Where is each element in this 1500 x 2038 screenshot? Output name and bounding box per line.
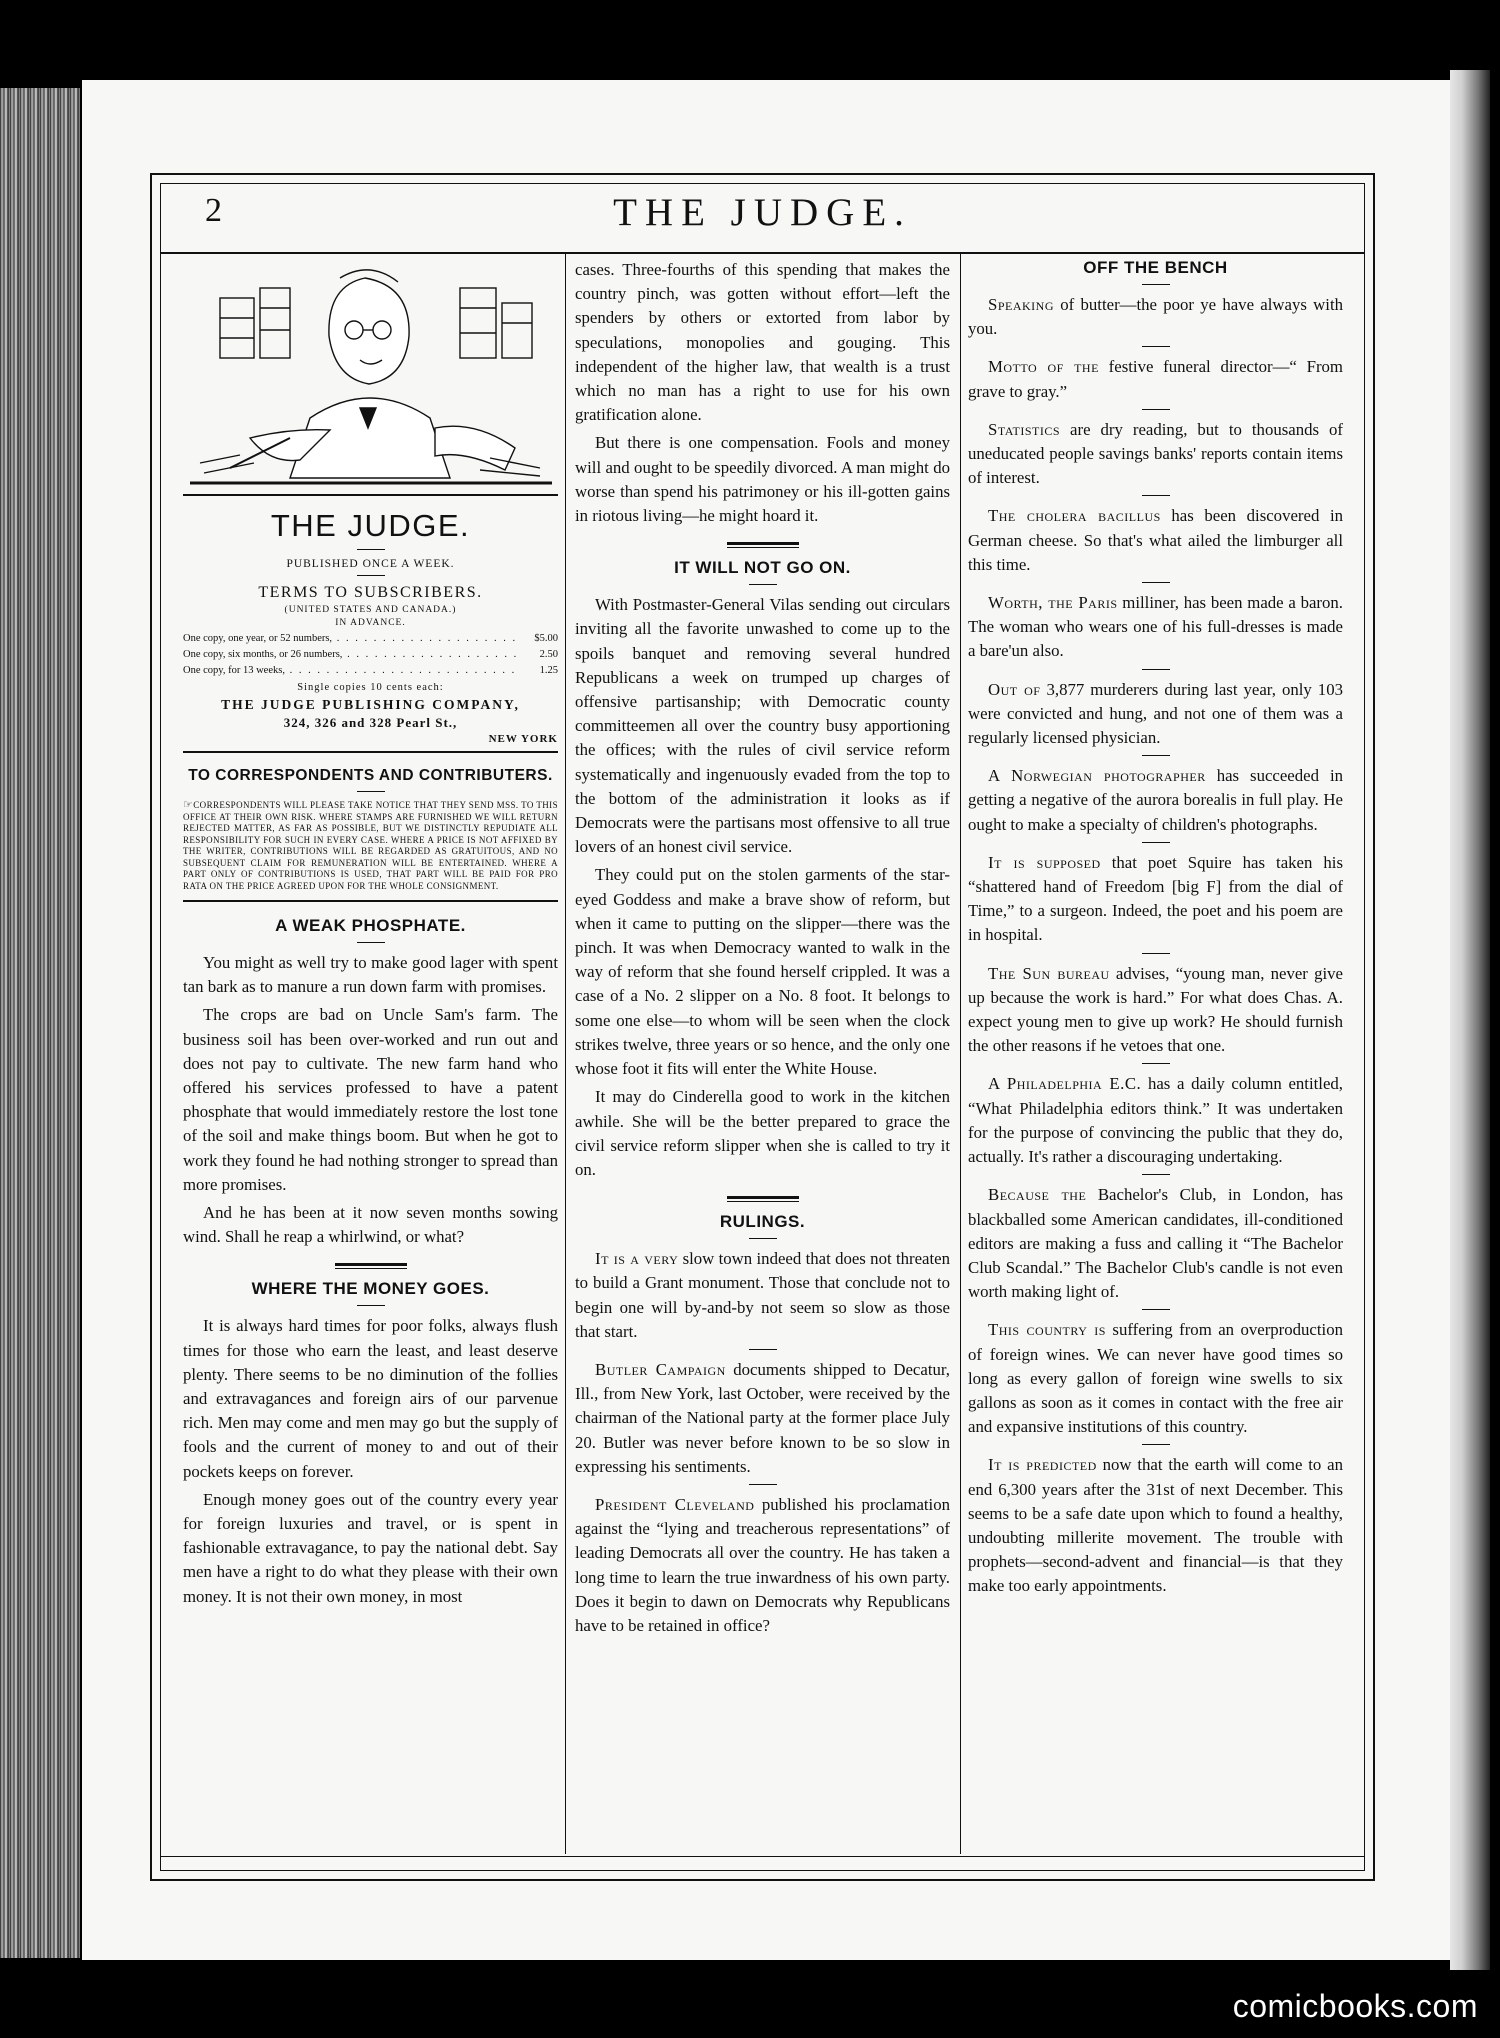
bench-lead: Worth, the Paris <box>988 593 1118 613</box>
bench-item <box>968 678 1343 751</box>
watermark: comicbooks.com <box>1232 1988 1478 2024</box>
publisher-city: NEW YORK <box>488 733 558 745</box>
bench-lead: A Philadelphia E.C. <box>988 1074 1142 1094</box>
dash-rule <box>1142 409 1170 410</box>
dash-rule <box>357 549 385 550</box>
bench-lead: It is predicted <box>988 1455 1097 1475</box>
rate-row <box>183 647 558 663</box>
ruling-item <box>575 1493 950 1638</box>
dash-rule <box>1142 953 1170 954</box>
bench-item <box>968 851 1343 948</box>
publisher-address: 324, 326 and 328 Pearl St., <box>283 715 458 730</box>
article-heading-money: WHERE THE MONEY GOES. <box>251 1279 490 1299</box>
section-divider <box>727 542 799 548</box>
article-paragraph: But there is one compensation. Fools and money will and ought to be speedily divorced. A man might do worse than spend his patrimoney or his ill-gotten gains in riotous living—he might hoard it. <box>575 433 950 526</box>
column-right <box>968 258 1343 1603</box>
bench-lead: Statistics <box>988 419 1061 439</box>
correspondents-notice <box>183 800 558 892</box>
bench-item <box>968 355 1343 403</box>
judge-title: THE JUDGE. <box>270 508 471 543</box>
dash-rule <box>1142 1309 1170 1310</box>
dash-rule <box>1142 669 1170 670</box>
bench-text: milliner, has been made a baron. The woman who wears one of his full-dresses is made a bare'un also. <box>968 593 1343 661</box>
article-paragraph: And he has been at it now seven months sowing wind. Shall he reap a whirlwind, or what? <box>183 1203 558 1247</box>
article-paragraph: It may do Cinderella good to work in the kitchen awhile. She will be the better prepared to grace the civil service reform slipper when she is called to try it on. <box>575 1087 950 1179</box>
column-rule-2 <box>960 254 961 1854</box>
correspondents-text: CORRESPONDENTS WILL PLEASE TAKE NOTICE THAT THEY SEND MSS. TO THIS OFFICE AT THEIR OWN RISK. WHERE STAMPS ARE FURNISHED WE WILL RETURN REJECTED MATTER, AS FAR AS POSSIBLE, BUT WE DISTINCTLY REPUDIATE ALL RESPONSIBILITY FOR SUCH IN EVERY CASE. WHERE A PRICE IS NOT AFFIXED BY THE WRITER, CONTRIBUTIONS WILL BE REGARDED AS GRATUITOUS, AND NO SUBSEQUENT CLAIM FOR REMUNERATION WILL BE ENTERTAINED. WHERE A PART ONLY OF CONTRIBUTIONS IS USED, THAT PART WILL BE PAID FOR PRO RATA ON THE PRICE AGREED UPON FOR THE WHOLE CONSIGNMENT. <box>183 800 558 891</box>
bench-text: advises, “young man, never give up because the work is hard.” For what does Chas. A. expect young men to give up work? He should furnish the other reasons if he vetoes that one. <box>968 963 1343 1056</box>
bench-lead: It is supposed <box>988 852 1101 872</box>
dash-rule <box>749 584 777 585</box>
dash-rule <box>1142 1444 1170 1445</box>
territory-note: (UNITED STATES AND CANADA.) <box>284 605 457 615</box>
bench-text: suffering from an overproduction of foreign wines. We can never have good times so long as every gallon of foreign wine swells to six gallons as soon as it comes in contact with the free air and expansive institutions of this country. <box>968 1320 1343 1437</box>
bench-text: festive funeral director—“ From grave to gray.” <box>968 357 1343 401</box>
article-heading-not-go-on: IT WILL NOT GO ON. <box>674 558 851 578</box>
ruling-text: slow town indeed that does not threaten to build a Grant monument. Those that conclude not to begin one will by-and-by not seem so slow as those that start. <box>575 1249 950 1341</box>
article-heading-off-the-bench: OFF THE BENCH <box>1083 258 1228 277</box>
publication-frequency: PUBLISHED ONCE A WEEK. <box>286 558 455 570</box>
article-paragraph: Enough money goes out of the country every year for foreign luxuries and travel, or is spent in fashionable extravagance, to pay the national debt. Say men have a right to do what they please with their own money. It is not their own money, in most <box>183 1489 558 1606</box>
bench-lead: This country is <box>988 1320 1106 1340</box>
pointing-hand-icon: ☞ <box>183 799 194 811</box>
article-paragraph: They could put on the stolen garments of the star-eyed Goddess and make a brave show of reform, but when it came to putting on the slipper—there was the pinch. It was when Democracy wanted to walk in the way of reform that she found herself crippled. It was a case of a No. 2 slipper on a No. 8 foot. It belongs to some one else—to whom will be seen when the clock strikes twelve, three years or so hence, and the only one whose foot it fits will enter the White House. <box>575 865 950 1079</box>
article-heading-rulings: RULINGS. <box>719 1212 806 1232</box>
article-heading-weak-phosphate: A WEAK PHOSPHATE. <box>275 916 466 935</box>
bench-item <box>968 591 1343 664</box>
publisher-name: THE JUDGE PUBLISHING COMPANY, <box>221 697 520 712</box>
dash-rule <box>1142 1174 1170 1175</box>
bench-text: of butter—the poor ye have always with you. <box>968 295 1343 339</box>
dash-rule <box>1142 495 1170 496</box>
ruling-text: documents shipped to Decatur, Ill., from New York, last October, were received by the chairman of the National party at the former place July 20. Butler was never before known to be so slow in expressing his sentiments. <box>575 1359 950 1476</box>
column-rule-1 <box>565 254 566 1854</box>
dash-rule <box>357 791 385 792</box>
dash-rule <box>357 1305 385 1306</box>
bench-text: that poet Squire has taken his “shattered hand of Freedom [big F] from the dial of Time,” to a surgeon. Indeed, the poet and his poem are in hospital. <box>968 852 1343 945</box>
rate-row <box>183 631 558 647</box>
ruling-item <box>575 1247 950 1344</box>
rate-price: $5.00 <box>534 633 558 644</box>
dash-rule <box>1142 755 1170 756</box>
page-right-edge <box>1450 70 1490 1970</box>
section-rule <box>183 751 558 753</box>
article-paragraph: With Postmaster-General Vilas sending out circulars inviting all the favorite unwashed to come up to the spoils banquet and removing several hundred Republicans a week on trumped up charges of offensive partisanship; with Democratic county committeemen all over the country busy apportioning the offices; with the rules of civil service reform systematically and ingenuously evaded from the top to the bottom of the administration it looks as if Democrats were the partisans most offensive to all true lovers of an honest civil service. <box>575 595 950 857</box>
ruling-lead: Butler Campaign <box>595 1359 726 1379</box>
column-middle <box>575 258 950 1642</box>
bench-item <box>968 418 1343 491</box>
bench-item <box>968 504 1343 577</box>
section-divider <box>335 1263 407 1269</box>
bench-text: 3,877 murderers during last year, only 103 were convicted and hung, and not one of them was a regularly licensed physician. <box>968 679 1343 748</box>
bench-lead: A Norwegian photographer <box>988 766 1206 786</box>
ruling-item <box>575 1358 950 1479</box>
masthead: THE JUDGE. <box>613 191 912 234</box>
dash-rule <box>749 1484 777 1485</box>
cartoon-rule <box>183 494 558 496</box>
article-paragraph: The crops are bad on Uncle Sam's farm. The business soil has been over-worked and run out and does not pay to cultivate. The new farm hand who offered his services professed to have a patent phosphate that would immediately restore the lost tone of the soil and make things boom. But when he got to work they found he had nothing stronger to spread than more promises. <box>183 1005 558 1194</box>
column-left <box>183 258 558 1613</box>
bench-text: has been discovered in German cheese. So that's what ailed the limburger all this time. <box>968 506 1343 574</box>
article-paragraph: cases. Three-fourths of this spending that makes the country pinch, was gotten without effort—left the spenders by others or extorted from labor by speculations, monopolies and gouging. This independent of the higher law, that wealth is a trust which no man has a right to use for his own gratification alone. <box>575 260 950 425</box>
bench-text: are dry reading, but to thousands of uneducated people savings banks' reports contain items of interest. <box>968 419 1343 488</box>
dash-rule <box>749 1238 777 1239</box>
bench-item <box>968 1183 1343 1304</box>
terms-heading: TERMS TO SUBSCRIBERS. <box>258 584 483 601</box>
bench-item <box>968 764 1343 837</box>
bench-text: has succeeded in getting a negative of the aurora borealis in full play. He ought to make a specialty of children's photographs. <box>968 766 1344 834</box>
bench-item <box>968 1318 1343 1439</box>
bench-lead: Because the <box>988 1185 1087 1205</box>
bench-text: now that the earth will come to an end 6,300 years after the 31st of next December. This seems to be a safe date upon which to found a healthy, undoubting millerite movement. The trouble with prophets—second-advent and financial—is that they make too early appointments. <box>968 1455 1343 1596</box>
section-divider <box>727 1196 799 1202</box>
bench-lead: Motto of the <box>988 357 1099 377</box>
dash-rule <box>357 575 385 576</box>
footer-rule <box>160 1856 1365 1857</box>
header-rule <box>160 252 1365 254</box>
correspondents-heading: TO CORRESPONDENTS AND CONTRIBUTERS. <box>188 767 553 784</box>
dash-rule <box>1142 284 1170 285</box>
bench-item <box>968 962 1343 1059</box>
single-copy-price: Single copies 10 cents each: <box>297 682 444 693</box>
rate-label: One copy, one year, or 52 numbers, . . . <box>183 631 518 647</box>
rate-row <box>183 663 558 679</box>
dash-rule <box>749 1349 777 1350</box>
dash-rule <box>1142 1063 1170 1064</box>
article-paragraph: It is always hard times for poor folks, always flush times for those who earn the least, and least deserve plenty. There seems to be no diminution of the follies and extravagances and foreign airs of our parvenue rich. Men may come and men may go but the supply of fools and the current of money to and out of their pockets keeps on forever. <box>183 1316 558 1481</box>
section-rule <box>183 900 558 902</box>
bench-item <box>968 293 1343 341</box>
advance-note: IN ADVANCE. <box>335 618 406 628</box>
dash-rule <box>357 942 385 943</box>
bench-item <box>968 1072 1343 1169</box>
bench-lead: The cholera bacillus <box>988 506 1161 526</box>
article-paragraph: You might as well try to make good lager with spent tan bark as to manure a run down farm with promises. <box>183 953 558 997</box>
dash-rule <box>1142 842 1170 843</box>
rate-label: One copy, six months, or 26 numbers, . . . <box>183 647 518 663</box>
ruling-lead: President Cleveland <box>595 1494 755 1514</box>
bench-item <box>968 1453 1343 1598</box>
ruling-text: published his proclamation against the “lying and treacherous representations” of leading Democrats all over the country. He has taken a long time to learn the true inwardness of his own party. Does it begin to dawn on Democrats why Republicans have to be retained in office? <box>575 1494 951 1635</box>
bench-text: has a daily column entitled, “What Philadelphia editors think.” It was undertaken for the purpose of convincing the public that they do, actually. It's rather a discouraging undertaking. <box>968 1074 1343 1167</box>
dash-rule <box>1142 582 1170 583</box>
book-spine-edge <box>0 88 80 1958</box>
rate-price: 2.50 <box>539 649 558 660</box>
bench-lead: Speaking <box>988 295 1054 314</box>
dash-rule <box>1142 346 1170 347</box>
judge-cartoon-illustration <box>190 258 552 488</box>
ruling-lead: It is a very <box>595 1249 679 1269</box>
bench-lead: The Sun bureau <box>988 963 1110 983</box>
rate-price: 1.25 <box>539 665 558 676</box>
page-number: 2 <box>205 192 222 229</box>
rate-label: One copy, for 13 weeks, . . . <box>183 663 518 679</box>
bench-lead: Out of <box>988 679 1041 699</box>
bench-text: Bachelor's Club, in London, has blackballed some American candidates, ill-conditioned editors are making a fuss and calling it “The Bachelor Club Scandal.” The Bachelor Club's candle is not even worth making light of. <box>968 1185 1343 1302</box>
